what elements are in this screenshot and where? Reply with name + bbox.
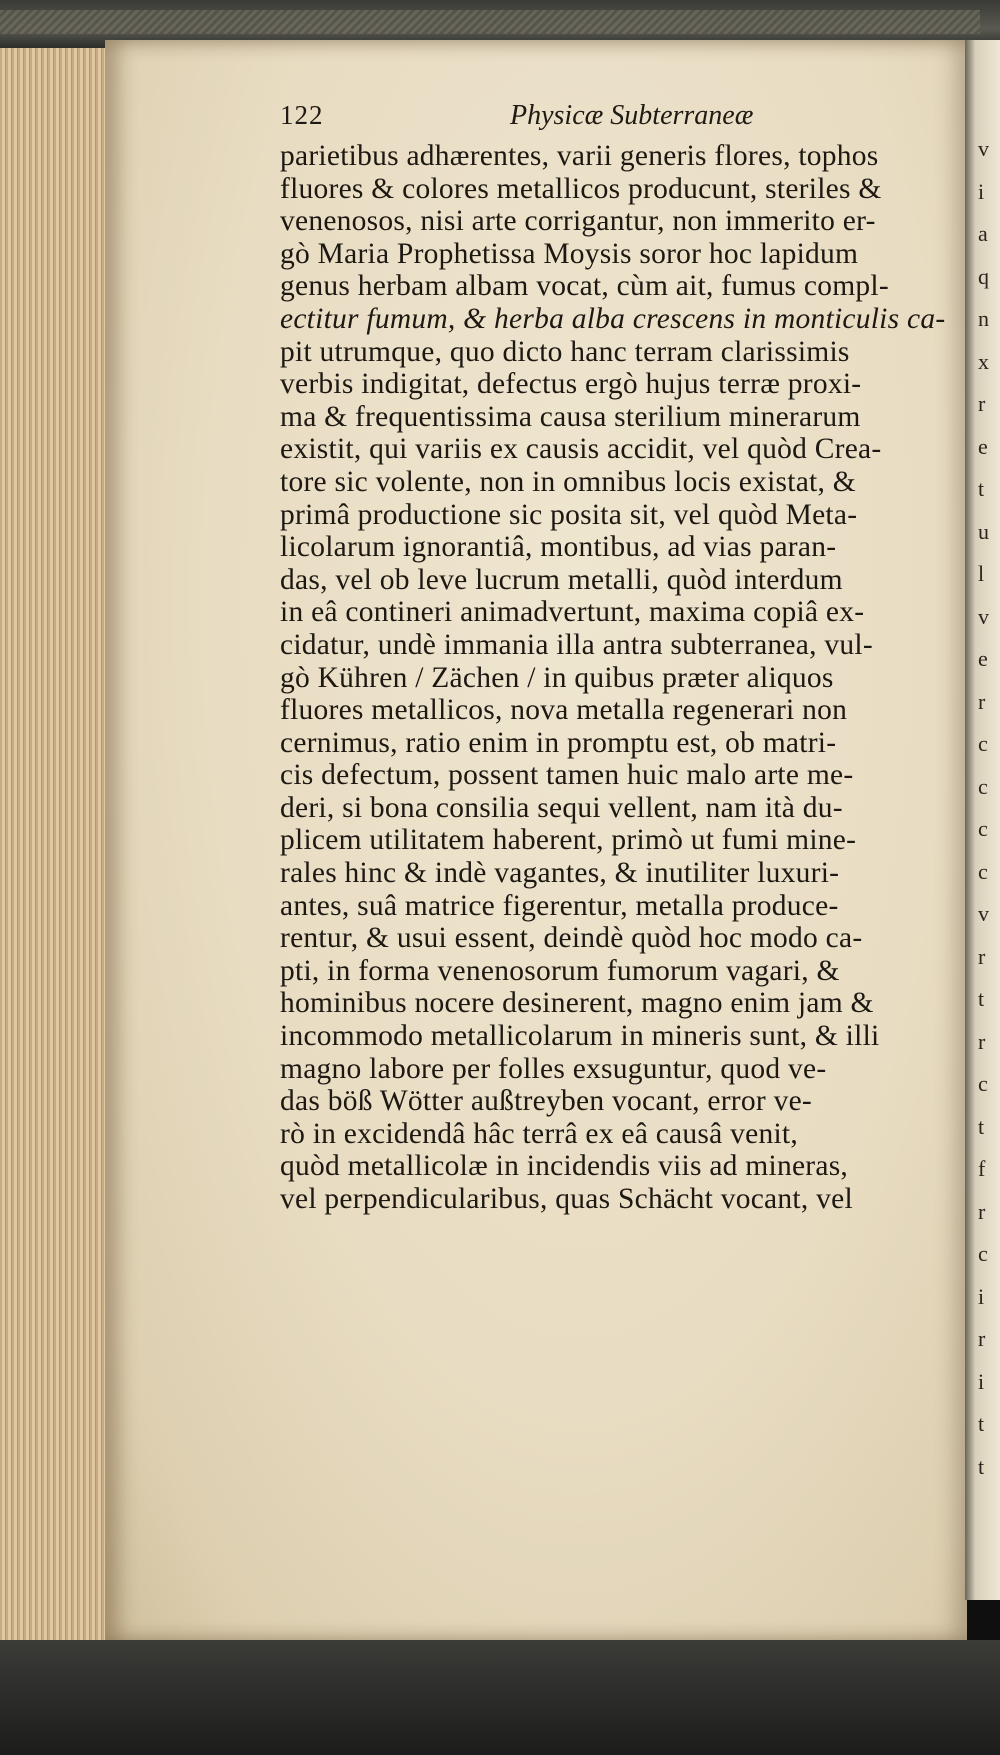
text-line: ma & frequentissima causa sterilium minerarum <box>280 400 861 433</box>
text-line: tore sic volente, non in omnibus locis existat, & <box>280 465 856 498</box>
text-line: antes, suâ matrice figerentur, metalla produce- <box>280 889 839 922</box>
text-line: fluores metallicos, nova metalla regenerari non <box>280 694 848 727</box>
text-line: cis defectum, possent tamen huic malo arte me- <box>280 759 854 792</box>
text-line: pit utrumque, quo dicto hanc terram clarissimis <box>280 335 850 368</box>
book-cover-bottom <box>0 1640 1000 1755</box>
text-line: magno labore per folles exsuguntur, quod ve- <box>280 1052 827 1085</box>
text-line: rales hinc & indè vagantes, & inutiliter luxuri- <box>280 857 840 890</box>
text-line: rò in excidendâ hâc terrâ ex eâ causâ venit, <box>280 1117 798 1150</box>
text-line: quòd metallicolæ in incidendis viis ad mineras, <box>280 1150 849 1183</box>
text-line: vel perpendicularibus, quas Schächt vocant, vel <box>280 1183 853 1215</box>
text-line: das, vel ob leve lucrum metalli, quòd interdum <box>280 563 843 596</box>
stacked-page-edges <box>0 48 120 1643</box>
text-line: genus herbam albam vocat, cùm ait, fumus compl- <box>280 270 889 303</box>
text-line: cidatur, undè immania illa antra subterranea, vul- <box>280 628 873 661</box>
text-line: ectitur fumum, & herba alba crescens in monticulis ca- <box>280 302 946 335</box>
page-header <box>280 100 880 136</box>
text-line: hominibus nocere desinerent, magno enim jam & <box>280 987 874 1020</box>
cover-textured-band <box>0 10 980 34</box>
text-line: pti, in forma venenosorum fumorum vagari, & <box>280 954 840 987</box>
text-line: venenosos, nisi arte corrigantur, non immerito er- <box>280 205 876 238</box>
text-line: licolarum ignorantiâ, montibus, ad vias paran- <box>280 531 837 564</box>
text-line: in eâ contineri animadvertunt, maxima copiâ ex- <box>280 596 865 629</box>
body-text <box>280 140 965 1216</box>
text-line: cernimus, ratio enim in promptu est, ob matri- <box>280 726 837 759</box>
text-line: primâ productione sic posita sit, vel quòd Meta- <box>280 498 858 531</box>
text-line: parietibus adhærentes, varii generis flores, tophos <box>280 140 879 172</box>
text-line: incommodo metallicolarum in mineris sunt, & illi <box>280 1020 880 1053</box>
running-title: Physicæ Subterraneæ <box>510 100 754 131</box>
text-line: plicem utilitatem haberent, primò ut fumi mine- <box>280 824 857 857</box>
text-line: gò Kühren / Zächen / in quibus præter aliquos <box>280 661 834 694</box>
text-line: fluores & colores metallicos producunt, steriles & <box>280 172 882 205</box>
facing-page-letters: v i a q n x r e t u l v e r c c c c v r t r c t f r c i r i t t <box>978 136 989 1479</box>
page-number: 122 <box>280 100 324 130</box>
text-line: existit, qui variis ex causis accidit, vel quòd Crea- <box>280 433 882 466</box>
text-line: deri, si bona consilia sequi vellent, nam ità du- <box>280 791 843 824</box>
text-line: das böß Wötter außtreyben vocant, error ve- <box>280 1085 812 1118</box>
text-line: verbis indigitat, defectus ergò hujus terræ proxi- <box>280 368 862 401</box>
text-line: rentur, & usui essent, deindè quòd hoc modo ca- <box>280 922 863 955</box>
text-line: gò Maria Prophetissa Moysis soror hoc lapidum <box>280 237 859 270</box>
